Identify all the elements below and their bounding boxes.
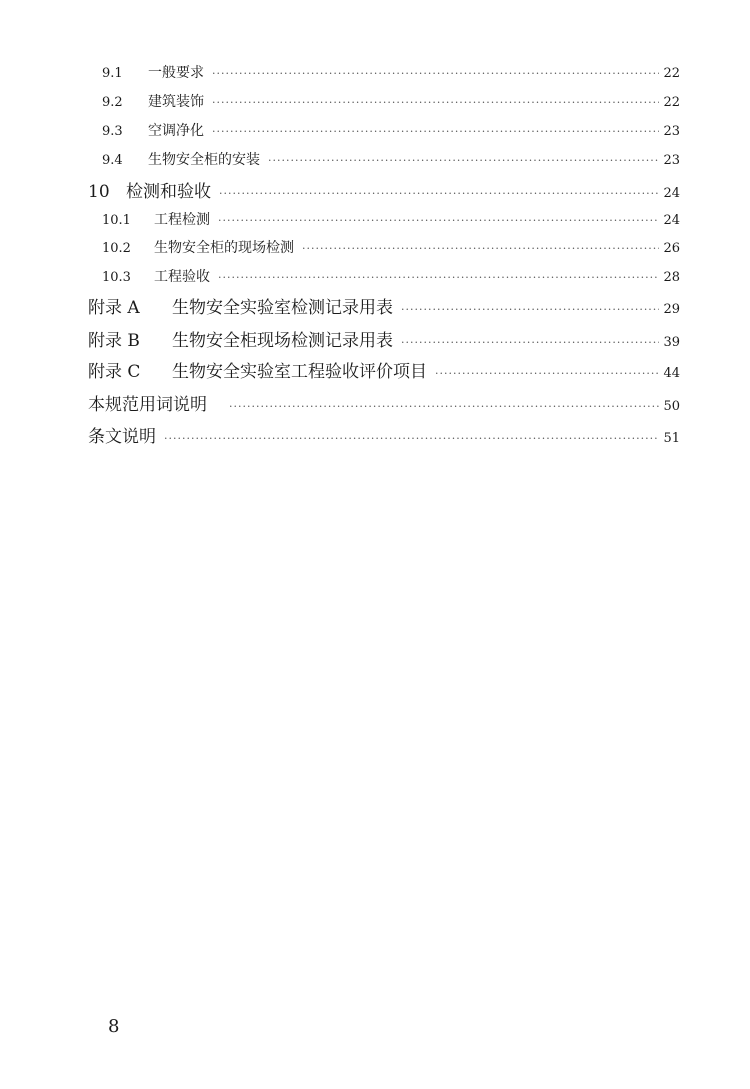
toc-leader-dots [401,336,659,349]
toc-entry-number: 附录 C [88,362,141,382]
toc-entry-title: 工程验收 [154,269,210,285]
toc-entry-number: 9.3 [102,124,123,139]
toc-leader-dots [218,214,659,227]
toc-entry-page: 22 [663,95,680,110]
toc-leader-dots [302,242,659,255]
toc-entry-page: 50 [663,399,680,414]
toc-entry-page: 23 [663,124,680,139]
toc-entry-9-1[interactable] [102,62,680,82]
toc-entry-page: 26 [663,241,680,256]
toc-entry-page: 23 [663,153,680,168]
toc-leader-dots [401,303,659,316]
toc-entry-appendix-b[interactable] [88,326,680,351]
toc-entry-10-1[interactable] [102,209,680,229]
toc-leader-dots [268,154,659,167]
toc-entry-9-2[interactable] [102,91,680,111]
toc-entry-page: 24 [663,213,680,228]
toc-entry-number: 10.3 [102,270,131,285]
toc-entry-number: 10.2 [102,241,131,256]
toc-entry-page: 24 [663,186,680,201]
toc-entry-title: 一般要求 [148,65,204,81]
toc-entry-10-3[interactable] [102,266,680,286]
toc-entry-title: 本规范用词说明 [88,395,207,415]
toc-leader-dots [218,271,659,284]
toc-leader-dots [229,400,659,413]
toc-entry-9-4[interactable] [102,149,680,169]
toc-entry-number: 10.1 [102,213,131,228]
toc-entry-title: 生物安全柜的安装 [148,152,260,168]
toc-entry-number: 附录 B [88,331,140,351]
toc-entry-appendix-c[interactable] [88,357,680,382]
toc-entry-title: 空调净化 [148,123,204,139]
toc-entry-title: 生物安全实验室检测记录用表 [172,298,393,318]
toc-entry-page: 29 [663,302,680,317]
toc-leader-dots [212,125,659,138]
toc-entry-title: 工程检测 [154,212,210,228]
toc-entry-9-3[interactable] [102,120,680,140]
toc-leader-dots [212,67,659,80]
toc-entry-page: 28 [663,270,680,285]
toc-entry-title: 条文说明 [88,427,156,447]
toc-entry-title: 检测和验收 [126,182,211,202]
toc-entry-number: 附录 A [88,298,140,318]
toc-entry-page: 51 [663,431,680,446]
toc-leader-dots [219,187,659,200]
toc-leader-dots [164,432,659,445]
toc-entry-number: 9.2 [102,95,123,110]
toc-entry-number: 10 [88,182,110,202]
toc-leader-dots [435,367,659,380]
toc-entry-appendix-a[interactable] [88,293,680,318]
toc-entry-page: 39 [663,335,680,350]
toc-entry-10[interactable] [88,177,680,202]
toc-entry-number: 9.1 [102,66,123,81]
toc-entry-10-2[interactable] [102,237,680,257]
page-number: 8 [108,1016,120,1037]
toc-entry-number: 9.4 [102,153,123,168]
toc-entry-title: 建筑装饰 [148,94,204,110]
toc-leader-dots [212,96,659,109]
toc-entry-title: 生物安全柜的现场检测 [154,240,294,256]
toc-entry-title: 生物安全柜现场检测记录用表 [172,331,393,351]
toc-entry-terminology[interactable] [88,390,680,415]
toc-entry-title: 生物安全实验室工程验收评价项目 [172,362,427,382]
toc-entry-explanation[interactable] [88,422,680,447]
toc-entry-page: 22 [663,66,680,81]
toc-entry-page: 44 [663,366,680,381]
